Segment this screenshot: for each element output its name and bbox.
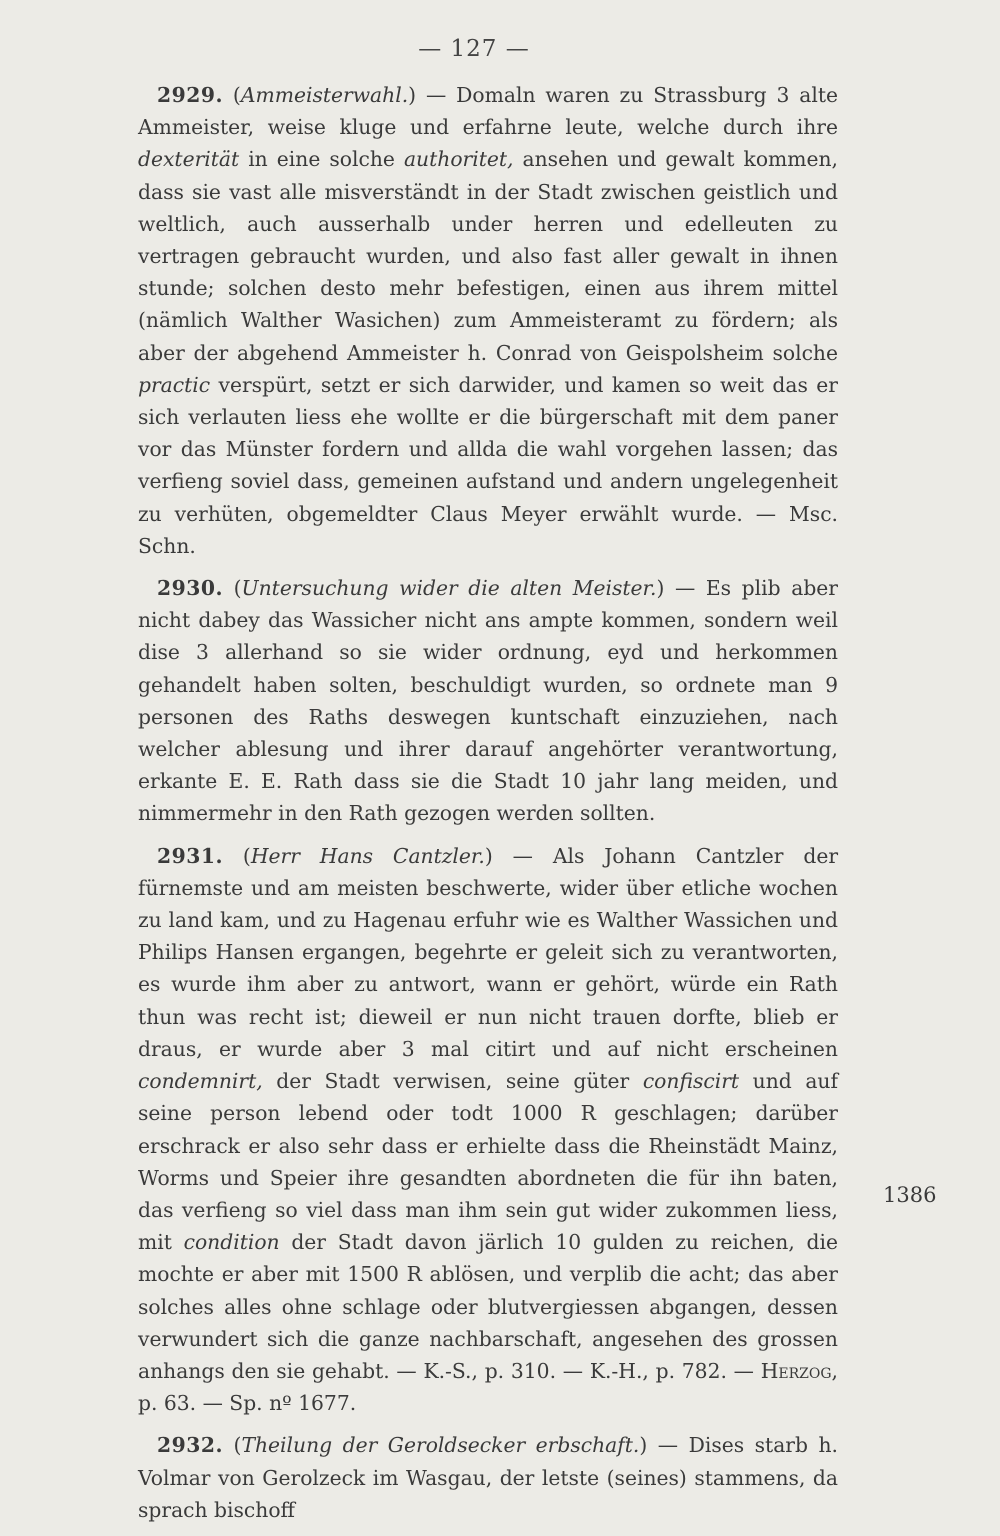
entry-text: der Stadt verwisen, seine güter [262,1069,643,1094]
entry-text: ansehen und gewalt kommen, dass sie vast alle misverständt in der Stadt zwischen geistlich und weltlich, auch ausserhalb under herren und edelleuten zu vertragen gebraucht wurden, und also fast aller gewalt in ihnen stunde; solchen desto mehr befestigen, einen aus ihrem mittel (nämlich Walther Wasichen) zum Ammeisteramt zu fördern; als aber der abgehend Ammeister h. Conrad von Geispolsheim solche [138,147,838,365]
entry-2930: 2930. (Untersuchung wider die alten Meister.) — Es plib aber nicht dabey das Wassicher nicht ans ampte kommen, sondern weil dise 3 allerhand so sie wider ordnung, eyd und herkommen gehandelt haben solten, beschuldigt wurden, so ordnete man 9 personen des Raths deswegen kuntschaft einzuziehen, nach welcher ablesung und ihrer darauf angehörter verantwortung, erkante E. E. Rath dass sie die Stadt 10 jahr lang meiden, und nimmermehr in den Rath gezogen werden sollten. [138,576,838,826]
entry-text-italic: condemnirt, [138,1069,263,1094]
entry-title: Ammeisterwahl. [240,83,409,107]
entry-text: verspürt, setzt er sich darwider, und kamen so weit das er sich verlauten liess ehe wollte er die bürgerschaft mit dem paner vor das Münster fordern und allda die wahl vorgehen lassen; das verfieng soviel dass, gemeinen aufstand und andern ungelegenheit zu verhüten, obgemeldter Claus Meyer erwählt wurde. — Msc. Schn. [138,372,838,558]
margin-year: 1386 [883,1183,937,1207]
entry-number: 2930. [157,576,224,601]
entry-2929: 2929. (Ammeisterwahl.) — Domaln waren zu Strassburg 3 alte Ammeister, weise kluge und erfahrne leute, welche durch ihre dexterität in eine solche authoritet, ansehen und gewalt kommen, dass sie vast alle misverständt in der Stadt zwischen geistlich und weltlich, auch ausserhalb under herren und edelleuten zu vertragen gebraucht wurden, und also fast aller gewalt in ihnen stunde; solchen desto mehr befestigen, einen aus ihrem mittel (nämlich Walther Wasichen) zum Ammeisteramt zu fördern; als aber der abgehend Ammeister h. Conrad von Geispolsheim solche practic verspürt, setzt er sich darwider, und kamen so weit das er sich verlauten liess ehe wollte er die bürgerschaft mit dem paner vor das Münster fordern und allda die wahl vorgehen lassen; das verfieng soviel dass, gemeinen aufstand und andern ungelegenheit zu verhüten, obgemeldter Claus Meyer erwählt wurde. — Msc. Schn. [138,83,839,558]
entry-2931: 2931. (Herr Hans Cantzler.) — Als Johann Cantzler der fürnemste und am meisten beschwerte, wider über etliche wochen zu land kam, und zu Hagenau erfuhr wie es Walther Wassichen und Philips Hansen ergangen, begehrte er geleit sich zu verantworten, es wurde ihm aber zu antwort, wann er gehört, würde ein Rath thun was recht ist; dieweil er nun nicht trauen dorfte, blieb er draus, er wurde aber 3 mal citirt und auf nicht erscheinen condemnirt, der Stadt verwisen, seine güter confiscirt und auf seine person lebend oder todt 1000 R geschlagen; darüber erschrack er also sehr dass er erhielte dass die Rheinstädt Mainz, Worms und Speier ihre gesandten abordneten die für ihn baten, das verfieng so viel dass man ihm sein gut wider zukommen liess, mit condition der Stadt davon järlich 10 gulden zu reichen, die mochte er aber mit 1500 R ablösen, und verplib die acht; das aber solches alles ohne schlage oder blutvergiessen abgangen, dessen verwundert sich die ganze nachbarschaft, angesehen des grossen anhangs den sie gehabt. — K.-S., p. 310. — K.-H., p. 782. — Herzog, p. 63. — Sp. nº 1677. [138,843,839,1416]
entry-text: — Als Johann Cantzler der fürnemste und am meisten beschwerte, wider über etliche wochen zu land kam, und zu Hagenau erfuhr wie es Walther Wassichen und Philips Hansen ergangen, begehrte er geleit sich zu verantworten, es wurde ihm aber zu antwort, wann er gehört, würde ein Rath thun was recht ist; dieweil er nun nicht trauen dorfte, blieb er draus, er wurde aber 3 mal citirt und auf nicht erscheinen [138,843,839,1061]
entry-text-italic: dexterität [138,147,240,172]
entry-text-italic: confiscirt [642,1069,740,1094]
entry-text-italic: practic [138,372,211,397]
text-block [138,79,838,1536]
entry-2932: 2932. (Theilung der Geroldsecker erbschaft.) — Dises starb h. Volmar von Gerolzeck im Wasgau, der letste (seines) stammens, da sprach bischoff [138,1433,838,1522]
entry-text: in eine solche [239,147,404,172]
entry-text-italic: condition [183,1230,280,1255]
entry-text: , p. 63. — Sp. nº 1677. [138,1358,838,1416]
entry-number: 2932. [157,1433,224,1458]
entry-title: Untersuchung wider die alten Meister. [241,576,657,601]
entry-title: Herr Hans Cantzler. [250,843,485,868]
page-number: — 127 — [418,36,530,62]
entry-text: — Dises starb h. Volmar von Gerolzeck im Wasgau, der letste (seines) stammens, da sprach bischoff [138,1433,838,1522]
entry-text: der Stadt davon järlich 10 gulden zu reichen, die mochte er aber mit 1500 R ablösen, und verplib die acht; das aber solches alles ohne schlage oder blutvergiessen abgangen, dessen verwundert sich die ganze nachbarschaft, angesehen des grossen anhangs den sie gehabt. — K.-S., p. 310. — K.-H., p. 782. — [138,1230,838,1383]
entry-title: Theilung der Geroldsecker erbschaft. [241,1433,640,1458]
entry-text: und auf seine person lebend oder todt 1000 R geschlagen; darüber erschrack er also sehr dass er erhielte dass die Rheinstädt Mainz, Worms und Speier ihre gesandten abordneten die für ihn baten, das verfieng so viel dass man ihm sein gut wider zukommen liess, mit [138,1069,838,1255]
entry-text: — Domaln waren zu Strassburg 3 alte Ammeister, weise kluge und erfahrne leute, welche durch ihre [138,83,839,140]
entry-number: 2929. [157,83,224,107]
entry-text-italic: authoritet, [403,147,514,172]
entry-number: 2931. [157,843,224,868]
citation-author: Herzog [760,1358,832,1383]
entry-text: — Es plib aber nicht dabey das Wassicher nicht ans ampte kommen, sondern weil dise 3 allerhand so sie wider ordnung, eyd und herkommen gehandelt haben solten, beschuldigt wurden, so ordnete man 9 personen des Raths deswegen kuntschaft einzuziehen, nach welcher ablesung und ihrer darauf angehörter verantwortung, erkante E. E. Rath dass sie die Stadt 10 jahr lang meiden, und nimmermehr in den Rath gezogen werden sollten. [138,576,838,826]
